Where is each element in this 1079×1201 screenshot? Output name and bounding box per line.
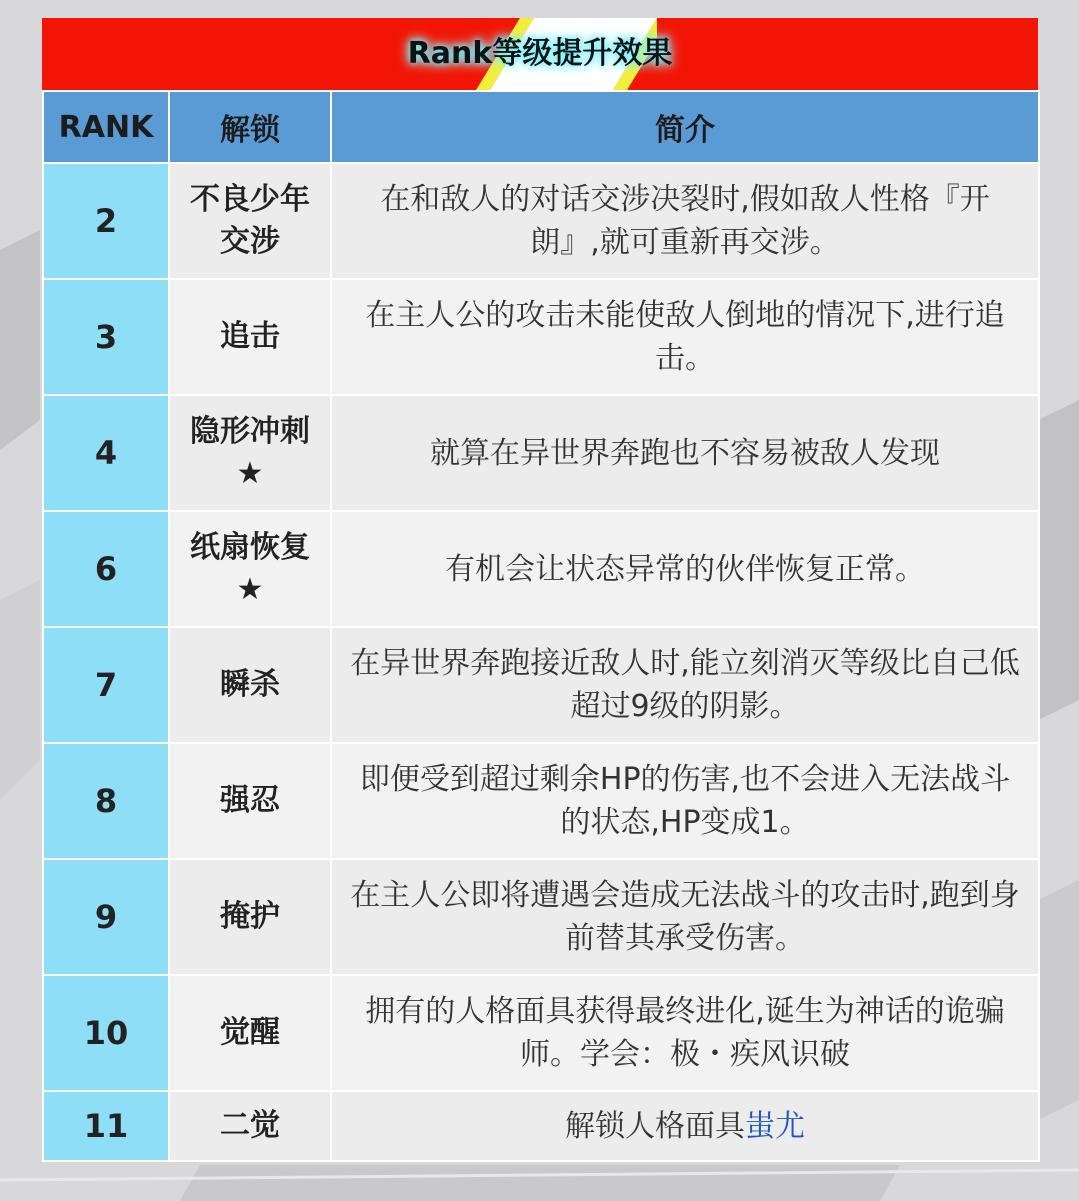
desc-cell: 在异世界奔跑接近敌人时,能立刻消灭等级比自己低超过9级的阴影。 xyxy=(331,627,1039,743)
unlock-cell: 强忍 xyxy=(169,743,331,859)
table-header-row xyxy=(43,91,1039,163)
rank-cell: 3 xyxy=(43,279,169,395)
desc-cell: 拥有的人格面具获得最终进化,诞生为神话的诡骗师。学会：极・疾风识破 xyxy=(331,975,1039,1091)
rank-cell: 6 xyxy=(43,511,169,627)
rank-cell: 11 xyxy=(43,1091,169,1161)
rank-cell: 9 xyxy=(43,859,169,975)
header-unlock: 解锁 xyxy=(169,91,331,163)
table-title: Rank等级提升效果 xyxy=(407,36,673,71)
unlock-cell: 追击 xyxy=(169,279,331,395)
table-row xyxy=(43,975,1039,1091)
table-row xyxy=(43,1091,1039,1161)
table-title-bar xyxy=(42,18,1038,90)
header-desc: 简介 xyxy=(331,91,1039,163)
rank-cell: 2 xyxy=(43,163,169,279)
rank-cell: 7 xyxy=(43,627,169,743)
desc-cell: 即便受到超过剩余HP的伤害,也不会进入无法战斗的状态,HP变成1。 xyxy=(331,743,1039,859)
table-row xyxy=(43,859,1039,975)
unlock-cell: 隐形冲刺★ xyxy=(169,395,331,511)
desc-cell: 在主人公即将遭遇会造成无法战斗的攻击时,跑到身前替其承受伤害。 xyxy=(331,859,1039,975)
rank-effects-table-container xyxy=(42,18,1038,1162)
rank-cell: 10 xyxy=(43,975,169,1091)
desc-text: 解锁人格面具 xyxy=(565,1108,745,1144)
table-row xyxy=(43,279,1039,395)
unlock-cell: 纸扇恢复★ xyxy=(169,511,331,627)
header-rank: RANK xyxy=(43,91,169,163)
table-row xyxy=(43,627,1039,743)
persona-link[interactable]: 蚩尤 xyxy=(745,1108,805,1144)
table-row xyxy=(43,511,1039,627)
table-row xyxy=(43,395,1039,511)
desc-cell: 在和敌人的对话交涉决裂时,假如敌人性格『开朗』,就可重新再交涉。 xyxy=(331,163,1039,279)
rank-effects-table xyxy=(42,90,1040,1162)
unlock-cell: 掩护 xyxy=(169,859,331,975)
unlock-cell: 不良少年交涉 xyxy=(169,163,331,279)
unlock-cell: 觉醒 xyxy=(169,975,331,1091)
rank-cell: 8 xyxy=(43,743,169,859)
desc-cell: 有机会让状态异常的伙伴恢复正常。 xyxy=(331,511,1039,627)
desc-cell: 就算在异世界奔跑也不容易被敌人发现 xyxy=(331,395,1039,511)
table-row xyxy=(43,163,1039,279)
unlock-cell: 二觉 xyxy=(169,1091,331,1161)
rank-cell: 4 xyxy=(43,395,169,511)
unlock-cell: 瞬杀 xyxy=(169,627,331,743)
desc-cell: 在主人公的攻击未能使敌人倒地的情况下,进行追击。 xyxy=(331,279,1039,395)
desc-cell xyxy=(331,1091,1039,1161)
table-row xyxy=(43,743,1039,859)
